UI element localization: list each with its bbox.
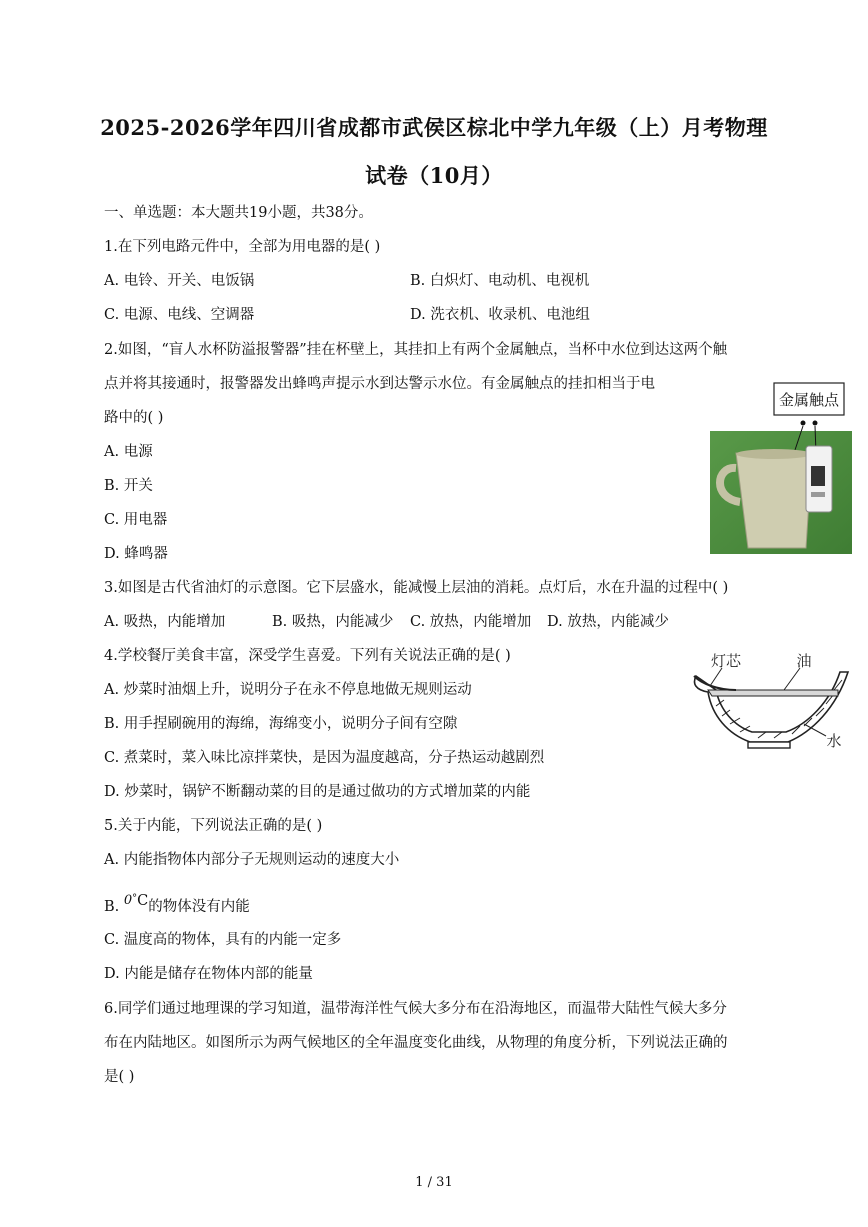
q6-stem-line3: 是( ) <box>104 1069 135 1085</box>
q6-stem-line2: 布在内陆地区。如图所示为两气候地区的全年温度变化曲线，从物理的角度分析，下列说法正确的 <box>104 1035 728 1051</box>
q1-stem: 1.在下列电路元件中，全部为用电器的是( ) <box>104 239 381 255</box>
q2-option-a: A. 电源 <box>104 444 153 460</box>
q5-option-b-unit: C <box>137 892 149 909</box>
metal-contact-label: 金属触点 <box>778 392 840 409</box>
q5-option-a: A. 内能指物体内部分子无规则运动的速度大小 <box>104 852 400 868</box>
q5-option-b-degree: ° <box>132 893 138 904</box>
q2-stem-line1: 2.如图，“盲人水杯防溢报警器”挂在杯壁上，其挂扣上有两个金属触点，当杯中水位到达这两个触 <box>104 342 728 358</box>
q4-option-b: B. 用手捏刷碗用的海绵，海绵变小，说明分子间有空隙 <box>104 716 458 732</box>
q2-stem-line3: 路中的( ) <box>104 410 164 426</box>
oil-label: 油 <box>796 652 812 670</box>
q6-stem-line1: 6.同学们通过地理课的学习知道，温带海洋性气候大多分布在沿海地区，而温带大陆性气候大多分 <box>104 1001 727 1017</box>
water-label: 水 <box>826 732 842 750</box>
q5-option-c: C. 温度高的物体，具有的内能一定多 <box>104 932 342 948</box>
cup-alarm-figure <box>710 378 852 554</box>
q2-stem-line2: 点并将其接通时，报警器发出蜂鸣声提示水到达警示水位。有金属触点的挂扣相当于电 <box>104 376 655 392</box>
exam-title-line2: 试卷（10月） <box>365 163 503 188</box>
section-heading: 一、单选题：本大题共19小题，共38分。 <box>104 205 373 221</box>
q1-option-c: C. 电源、电线、空调器 <box>104 307 255 323</box>
q1-option-d: D. 洗衣机、收录机、电池组 <box>410 307 590 323</box>
q2-option-c: C. 用电器 <box>104 512 168 528</box>
q5-option-b-value: 0 <box>123 892 133 908</box>
q4-stem: 4.学校餐厅美食丰富，深受学生喜爱。下列有关说法正确的是( ) <box>104 648 511 664</box>
q3-option-b: B. 吸热，内能减少 <box>272 614 394 630</box>
q5-option-b-rest: 的物体没有内能 <box>148 898 250 915</box>
q4-option-c: C. 煮菜时，菜入味比凉拌菜快，是因为温度越高，分子热运动越剧烈 <box>104 750 545 766</box>
oil-lamp-figure <box>688 646 854 756</box>
q5-option-b-prefix: B. <box>104 898 124 915</box>
q5-option-b <box>104 893 250 918</box>
q4-option-a: A. 炒菜时油烟上升，说明分子在永不停息地做无规则运动 <box>104 682 472 698</box>
q2-option-d: D. 蜂鸣器 <box>104 546 168 562</box>
q1-option-a: A. 电铃、开关、电饭锅 <box>104 273 255 289</box>
q3-stem: 3.如图是古代省油灯的示意图。它下层盛水，能减慢上层油的消耗。点灯后，水在升温的过程中( ) <box>104 580 729 596</box>
q5-stem: 5.关于内能，下列说法正确的是( ) <box>104 818 323 834</box>
exam-title-line1: 2025-2026学年四川省成都市武侯区棕北中学九年级（上）月考物理 <box>100 115 768 140</box>
page-number: 1 / 31 <box>415 1175 453 1190</box>
wick-label: 灯芯 <box>710 652 742 670</box>
q4-option-d: D. 炒菜时，锅铲不断翻动菜的目的是通过做功的方式增加菜的内能 <box>104 784 531 800</box>
q3-option-d: D. 放热，内能减少 <box>547 614 669 630</box>
q2-option-b: B. 开关 <box>104 478 153 494</box>
q3-option-a: A. 吸热，内能增加 <box>104 614 226 630</box>
q3-option-c: C. 放热，内能增加 <box>410 614 532 630</box>
q1-option-b: B. 白炽灯、电动机、电视机 <box>410 273 590 289</box>
q5-option-d: D. 内能是储存在物体内部的能量 <box>104 966 313 982</box>
